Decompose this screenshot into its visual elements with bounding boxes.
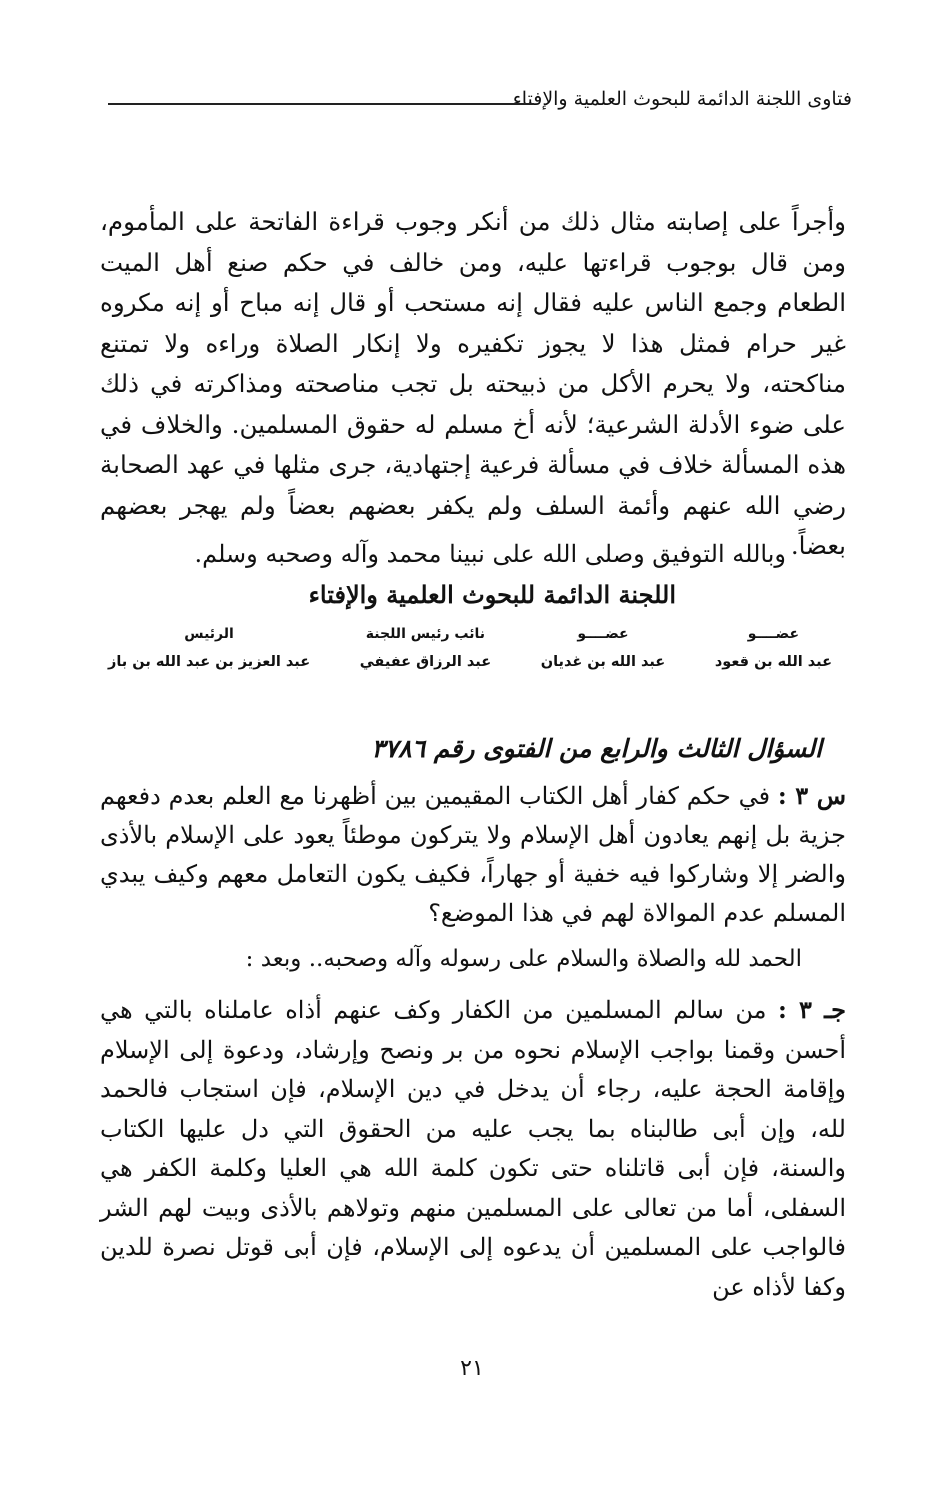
signatory <box>715 626 832 670</box>
signatory <box>541 626 666 670</box>
committee-name: اللجنة الدائمة للبحوث العلمية والإفتاء <box>308 580 676 609</box>
signatory-name: عبد العزيز بن عبد الله بن باز <box>108 654 311 670</box>
signatory-name: عبد الرزاق عفيفي <box>359 654 492 670</box>
question-text: في حكم كفار أهل الكتاب المقيمين بين أظهرنا مع العلم بعدم دفعهم جزية بل إنهم يعادون أهل الإسلام ولا يتركون موطئاً يعود على الإسلام بالأذى والضر إلا وشاركوا فيه خفية أو جهاراً، فكيف يكون التعامل معهم وكيف يبدي المسلم عدم الموالاة لهم في هذا الموضع؟ <box>100 782 846 927</box>
answer-label: جـ ٣ : <box>777 995 846 1024</box>
signatories <box>108 626 832 670</box>
question-paragraph <box>100 776 846 933</box>
page-number: ٢١ <box>460 1356 484 1381</box>
signatory-name: عبد الله بن قعود <box>714 654 832 670</box>
running-head: فتاوى اللجنة الدائمة للبحوث العلمية والإفتاء <box>512 88 852 110</box>
signatory-role: نائب رئيس اللجنة <box>365 626 486 642</box>
question-label: س ٣ : <box>777 781 846 810</box>
signatory-name: عبد الله بن غديان <box>540 654 666 670</box>
praise-line: الحمد لله والصلاة والسلام على رسوله وآله وصحبه.. وبعد : <box>245 946 802 972</box>
signatory <box>108 626 310 670</box>
signatory-role: الرئيس <box>184 626 234 642</box>
fatwa-paragraph: وأجراً على إصابته مثال ذلك من أنكر وجوب قراءة الفاتحة على المأموم، ومن قال بوجوب قراءتها عليه، ومن خالف في حكم صنع أهل الميت الطعام وجمع الناس عليه فقال إنه مستحب أو قال إنه مباح أو إنه مكروه غير حرام فمثل هذا لا يجوز تكفيره ولا إنكار الصلاة وراءه ولا تمتنع مناكحته، ولا يحرم الأكل من ذبيحته بل تجب مناصحته ومذاكرته في ذلك على ضوء الأدلة الشرعية؛ لأنه أخ مسلم له حقوق المسلمين. والخلاف في هذه المسألة خلاف في مسألة فرعية إجتهادية، جرى مثلها في عهد الصحابة رضي الله عنهم وأئمة السلف ولم يكفر بعضهم بعضاً ولم يهجر بعضهم بعضاً. <box>100 207 846 560</box>
answer-paragraph <box>100 990 846 1307</box>
signatory-role: عضــــو <box>577 626 629 642</box>
signatory-role: عضــــو <box>747 626 800 642</box>
signatory <box>360 626 491 670</box>
answer-text: من سالم المسلمين من الكفار وكف عنهم أذاه عاملناه بالتي هي أحسن وقمنا بواجب الإسلام نحوه من بر ونصح وإرشاد، ودعوة إلى الإسلام وإقامة الحجة عليه، رجاء أن يدخل في دين الإسلام، فإن استجاب فالحمد لله، وإن أبى طالبناه بما يجب عليه من الحقوق التي دل عليها الكتاب والسنة، فإن أبى قاتلناه حتى تكون كلمة الله هي العليا وكلمة الكفر هي السفلى، أما من تعالى على المسلمين منهم وتولاهم بالأذى وبيت لهم الشر فالواجب على المسلمين أن يدعوه إلى الإسلام، فإن أبى قوتل نصرة للدين وكفا لأذاه عن <box>100 996 847 1301</box>
header-rule <box>108 103 534 105</box>
question-heading: السؤال الثالث والرابع من الفتوى رقم ٣٧٨٦ <box>371 734 822 763</box>
closing-line: وبالله التوفيق وصلى الله على نبينا محمد وآله وصحبه وسلم. <box>194 540 786 568</box>
